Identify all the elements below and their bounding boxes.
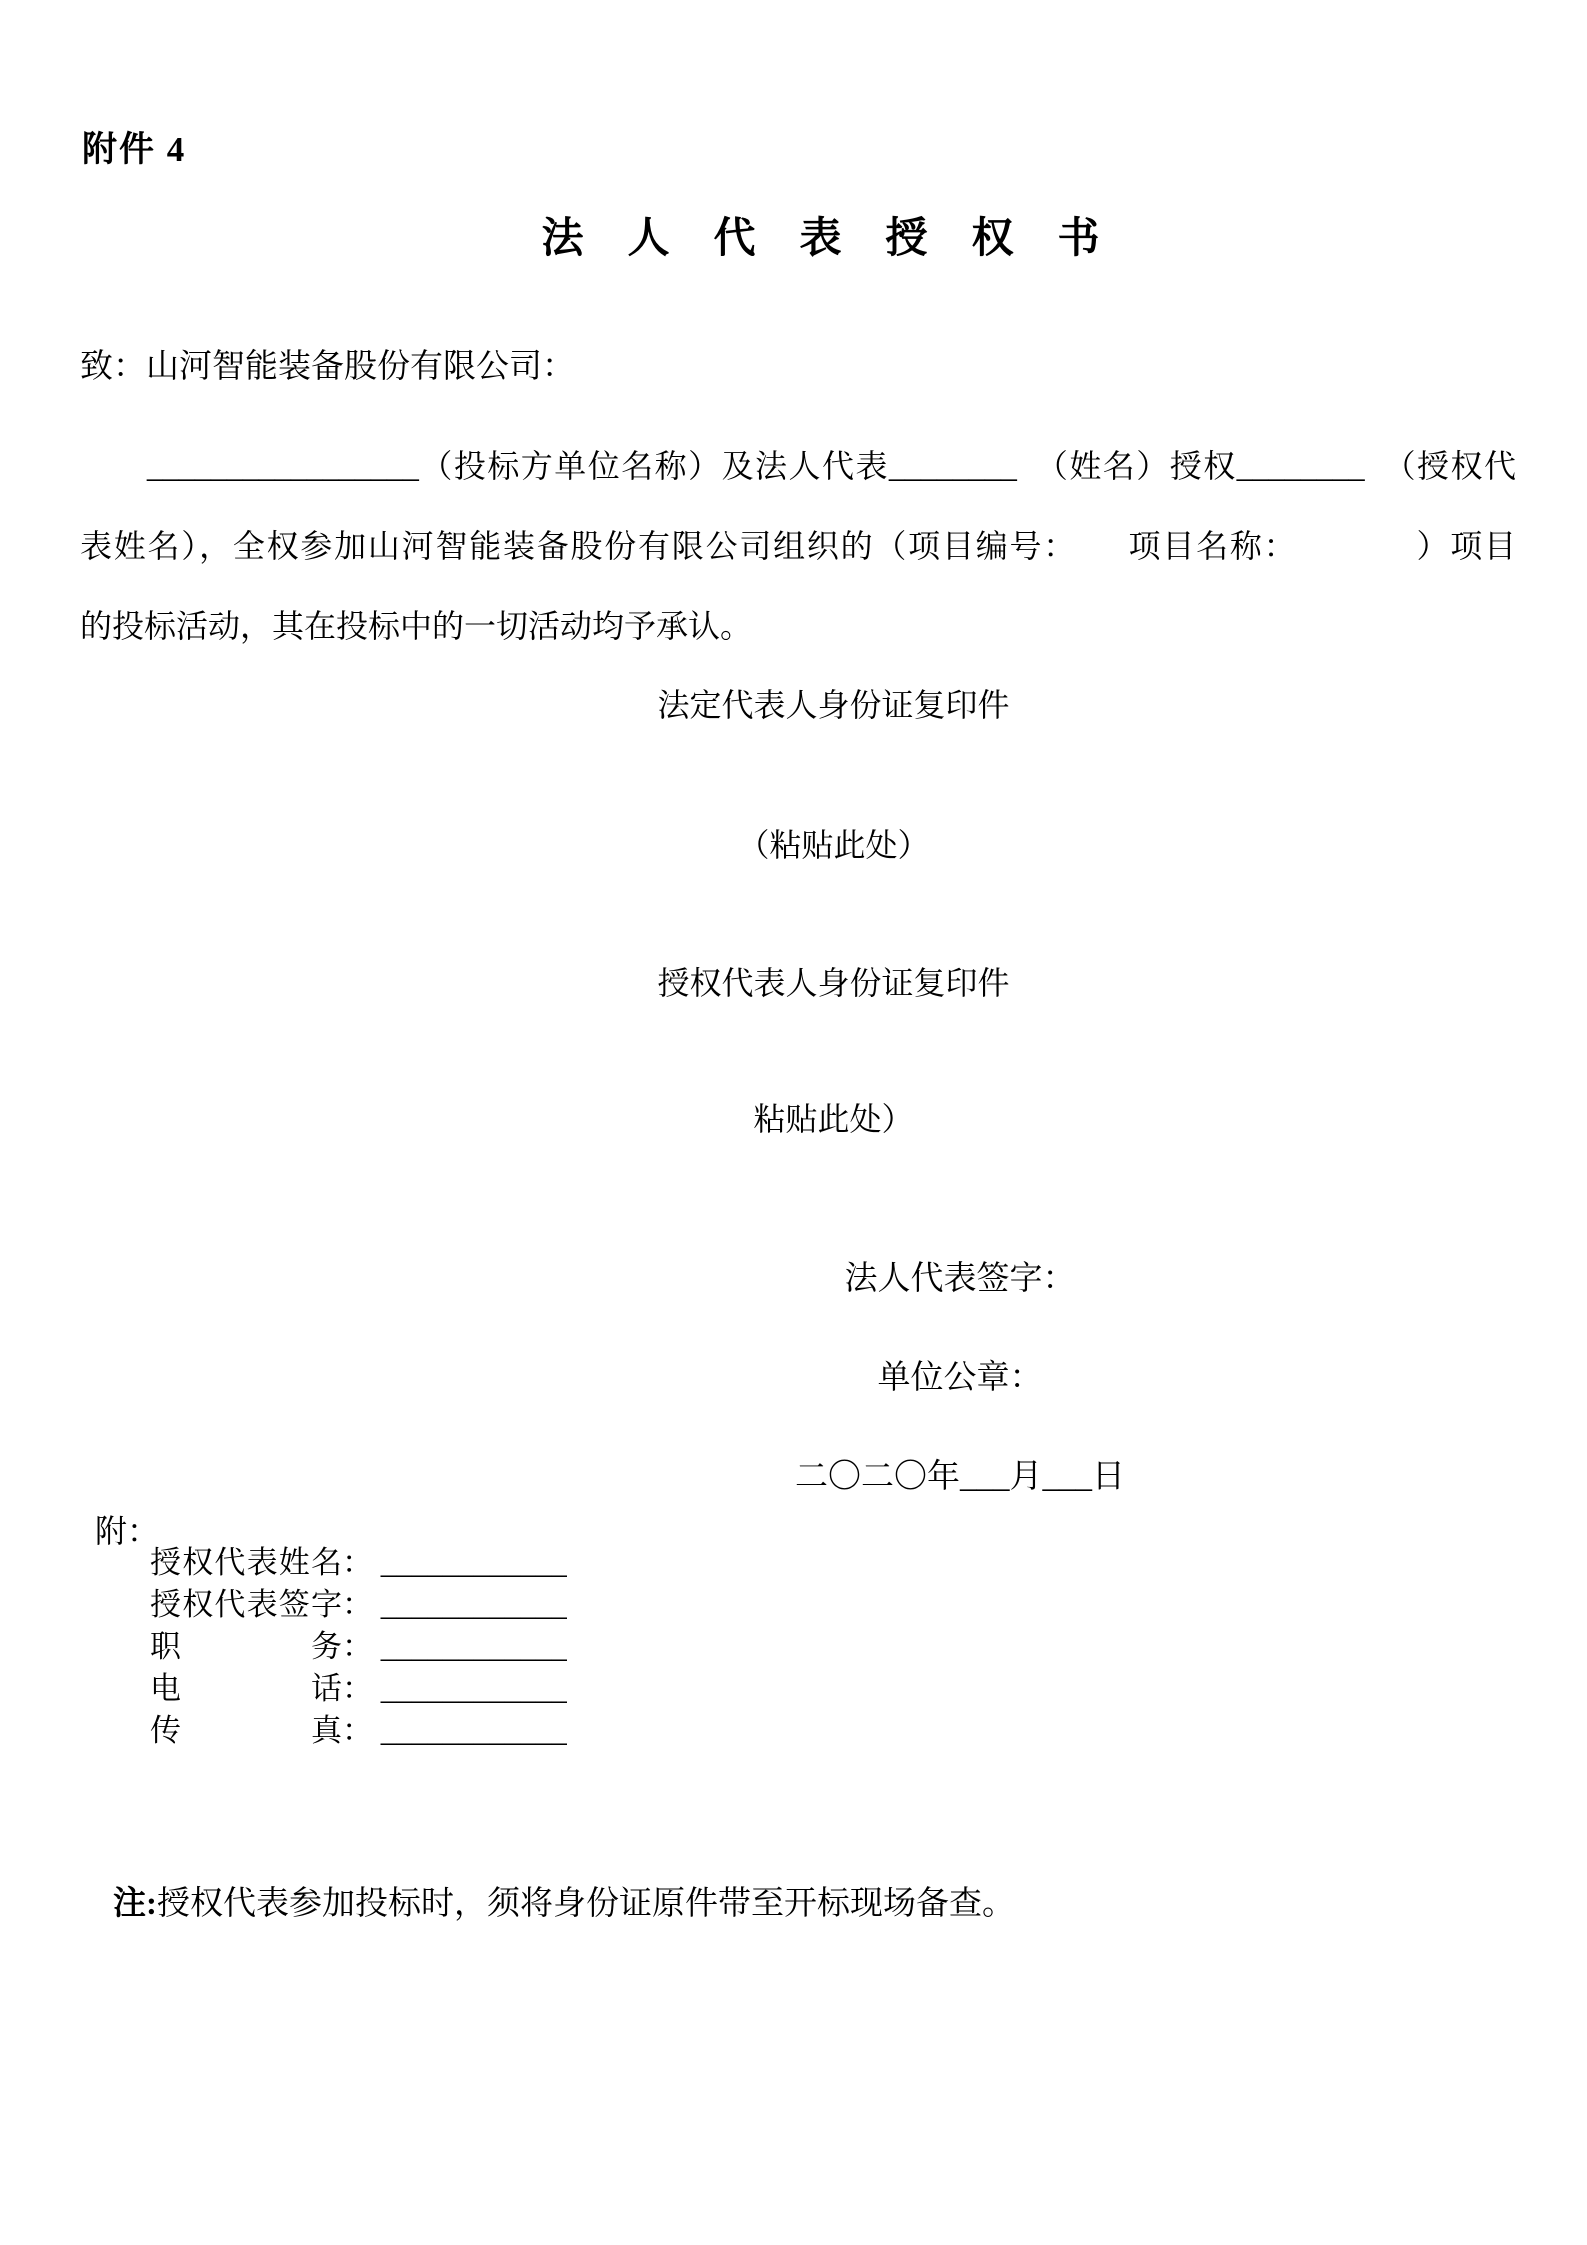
paragraph-line-3: 的投标活动，其在投标中的一切活动均予承认。 [80, 608, 753, 644]
field-row-authorized-rep-signature [150, 1584, 567, 1626]
paragraph-line-1: _________________（投标方单位名称）及法人代表________ （姓名）授权________ （授权代 [80, 448, 1516, 484]
footer-note [80, 1840, 1015, 1961]
field-row-fax [150, 1710, 567, 1752]
addressee-line: 致：山河智能装备股份有限公司： [80, 349, 575, 385]
field-row-phone [150, 1668, 567, 1710]
field-row-authorized-rep-name [150, 1542, 567, 1584]
field-colon: ： [342, 1629, 373, 1664]
authorized-rep-name-blank: ____________ [380, 1545, 567, 1580]
field-label: 电话 [150, 1671, 342, 1706]
paragraph-line-2: 表姓名），全权参加山河智能装备股份有限公司组织的（项目编号： 项目名称： ）项目 [80, 528, 1516, 564]
legal-rep-id-copy-heading: 法定代表人身份证复印件 [657, 687, 1010, 723]
field-label: 传真 [150, 1713, 342, 1748]
field-colon: ： [342, 1671, 373, 1706]
note-prefix: 注: [113, 1886, 157, 1922]
authorized-rep-id-copy-heading: 授权代表人身份证复印件 [657, 965, 1010, 1001]
field-label: 授权代表签字 [150, 1587, 342, 1622]
position-blank: ____________ [380, 1629, 567, 1664]
document-title: 法人代表授权书 [541, 216, 1144, 262]
doc-title-wrap [0, 205, 1587, 265]
company-seal-label: 单位公章： [877, 1360, 1043, 1396]
field-colon: ： [342, 1587, 373, 1622]
note-text: 授权代表参加投标时，须将身份证原件带至开标现场备查。 [157, 1886, 1015, 1922]
authorization-paragraph [80, 426, 1516, 666]
field-row-position [150, 1626, 567, 1668]
field-label: 授权代表姓名 [150, 1545, 342, 1580]
appendix-fields [150, 1542, 567, 1752]
date-line: 二〇二〇年___月___日 [795, 1459, 1125, 1495]
attachment-number-label: 附件 4 [82, 130, 187, 169]
fax-blank: ____________ [380, 1713, 567, 1748]
appendix-label: 附： [95, 1513, 160, 1549]
legal-rep-signature-label: 法人代表签字： [844, 1261, 1076, 1297]
legal-rep-id-paste-here-label: （粘贴此处） [737, 827, 930, 863]
authorized-rep-id-paste-here-label: 粘贴此处） [753, 1101, 914, 1137]
phone-blank: ____________ [380, 1671, 567, 1706]
field-colon: ： [342, 1545, 373, 1580]
field-label: 职务 [150, 1629, 342, 1664]
signature-block [333, 1252, 1587, 1497]
field-colon: ： [342, 1713, 373, 1748]
authorized-rep-signature-blank: ____________ [380, 1587, 567, 1622]
